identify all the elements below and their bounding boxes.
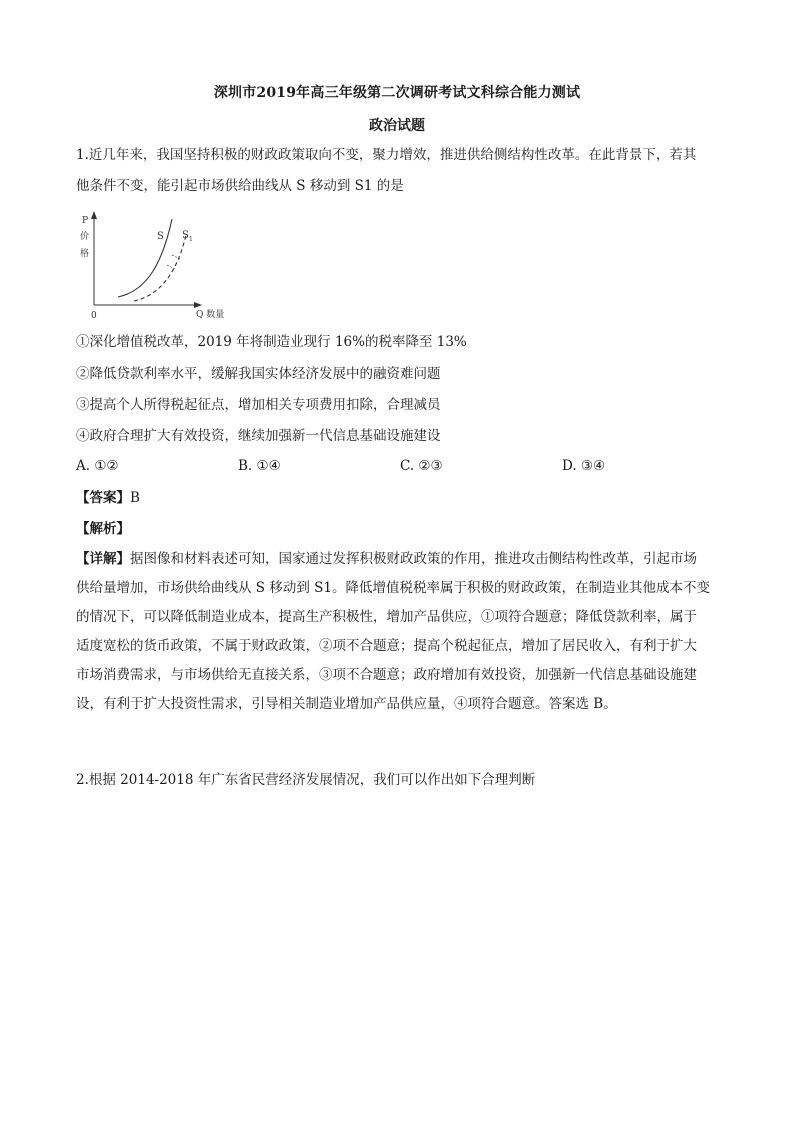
- q1-item-4: ④政府合理扩大有效投资，继续加强新一代信息基础设施建设: [76, 428, 441, 444]
- option-b: B. ①④: [238, 458, 281, 474]
- y-axis-arrow: [91, 211, 97, 219]
- detail-tag: 【详解】: [76, 551, 130, 567]
- x-axis-label: Q 数量: [196, 310, 225, 320]
- shift-arrow-2: [167, 265, 175, 269]
- y-axis-label-p: P: [82, 216, 89, 226]
- curve-s: [118, 219, 172, 297]
- detail-paragraph: [76, 545, 724, 719]
- detail-line-3: 的情况下，可以降低制造业成本，提高生产积极性，增加产品供应，①项符合题意；降低贷款利率，属于: [76, 609, 697, 625]
- curve-s-label: S: [157, 231, 164, 242]
- analysis-tag: 【解析】: [76, 521, 130, 537]
- detail-line-5: 市场消费需求，与市场供给无直接关系，③项不合题意；政府增加有效投资，加强新一代信息基础设施建: [76, 667, 697, 683]
- answer-line: [76, 489, 140, 507]
- curve-s1-subscript: 1: [189, 236, 193, 243]
- detail-line-1: 据图像和材料表述可知，国家通过发挥积极财政政策的作用，推进攻击侧结构性改革，引起市场: [130, 551, 697, 567]
- curve-s1: [134, 235, 186, 301]
- detail-line-4: 适度宽松的货币政策，不属于财政政策，②项不合题意；提高个税起征点，增加了居民收入，有利于扩大: [76, 638, 697, 654]
- q1-item-3: ③提高个人所得税起征点，增加相关专项费用扣除，合理减员: [76, 397, 441, 413]
- q2-stem: 2.根据 2014-2018 年广东省民营经济发展情况，我们可以作出如下合理判断: [76, 772, 536, 788]
- origin-label: 0: [91, 311, 97, 321]
- curve-s1-label: S: [182, 230, 189, 241]
- q1-item-2: ②降低贷款利率水平，缓解我国实体经济发展中的融资难问题: [76, 366, 441, 382]
- document-title: 深圳市2019年高三年级第二次调研考试文科综合能力测试: [213, 85, 581, 101]
- x-axis-arrow: [194, 302, 202, 308]
- answer-tag: 【答案】: [76, 490, 130, 506]
- option-d: D. ③④: [562, 458, 606, 474]
- detail-line-2: 供给量增加，市场供给曲线从 S 移动到 S1。降低增值税税率属于积极的财政政策，在制造业其他成本不变: [76, 580, 710, 596]
- supply-curve-graph: [74, 205, 234, 323]
- y-axis-label-jia: 价: [80, 232, 90, 242]
- y-axis-label-ge: 格: [80, 249, 90, 259]
- answer-value: B: [130, 490, 140, 506]
- q1-stem-line-2: 他条件不变，能引起市场供给曲线从 S 移动到 S1 的是: [76, 178, 404, 194]
- detail-line-6: 设，有利于扩大投资性需求，引导相关制造业增加产品供应量，④项符合题意。答案选 B。: [76, 696, 617, 712]
- q1-stem-line-1: 1.近几年来，我国坚持积极的财政政策取向不变，聚力增效，推进供给侧结构性改革。在此背景下，若其: [76, 147, 697, 163]
- q1-item-1: ①深化增值税改革，2019 年将制造业现行 16%的税率降至 13%: [76, 334, 467, 350]
- option-c: C. ②③: [400, 458, 443, 474]
- document-subtitle: 政治试题: [369, 118, 425, 134]
- option-a: A. ①②: [76, 458, 119, 474]
